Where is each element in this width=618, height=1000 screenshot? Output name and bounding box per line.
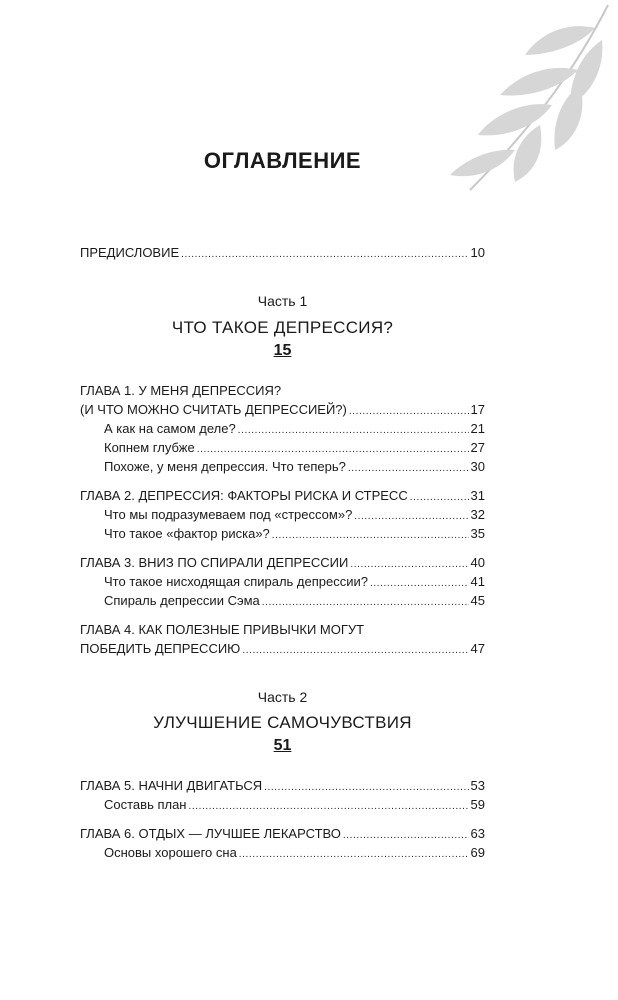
toc-page-number: 40 <box>470 555 485 570</box>
dot-leader <box>188 795 468 816</box>
toc-label: Что такое «фактор риска»? <box>104 526 270 541</box>
toc-chapter-6[interactable] <box>80 824 485 845</box>
toc-subsection[interactable] <box>104 438 485 459</box>
toc-chapter-4[interactable] <box>80 639 485 660</box>
toc-page-number: 17 <box>470 402 485 417</box>
dot-leader <box>410 486 469 507</box>
part-2-page: 51 <box>273 737 292 754</box>
toc-page-number: 59 <box>470 797 485 812</box>
dot-leader <box>370 572 469 593</box>
toc-label: ГЛАВА 2. ДЕПРЕССИЯ: ФАКТОРЫ РИСКА И СТРЕСС <box>80 488 408 503</box>
toc-page-number: 47 <box>470 641 485 656</box>
toc-label: ГЛАВА 6. ОТДЫХ — ЛУЧШЕЕ ЛЕКАРСТВО <box>80 826 341 841</box>
toc-label: ГЛАВА 3. ВНИЗ ПО СПИРАЛИ ДЕПРЕССИИ <box>80 555 349 570</box>
dot-leader <box>264 776 468 797</box>
toc-label: Основы хорошего сна <box>104 845 237 860</box>
toc-page-number: 45 <box>470 593 485 608</box>
toc-label: Копнем глубже <box>104 440 195 455</box>
part-1-title[interactable]: ЧТО ТАКОЕ ДЕПРЕССИЯ? <box>171 318 394 337</box>
toc-chapter-1-line1[interactable]: ГЛАВА 1. У МЕНЯ ДЕПРЕССИЯ? <box>80 383 282 398</box>
toc-page-number: 21 <box>470 421 485 436</box>
dot-leader <box>242 639 468 660</box>
toc-subsection[interactable] <box>104 591 485 612</box>
part-2-title[interactable]: УЛУЧШЕНИЕ САМОЧУВСТВИЯ <box>153 713 412 732</box>
toc-label: Составь план <box>104 797 187 812</box>
dot-leader <box>354 505 468 526</box>
leaf-shape <box>500 68 578 96</box>
toc-page-number: 53 <box>470 778 485 793</box>
toc-subsection[interactable] <box>104 419 485 440</box>
toc-subsection[interactable] <box>104 524 485 545</box>
dot-leader <box>197 438 469 459</box>
toc-subsection[interactable] <box>104 457 485 478</box>
toc-chapter-1[interactable] <box>80 400 485 421</box>
dot-leader <box>239 843 469 864</box>
toc-label: (И ЧТО МОЖНО СЧИТАТЬ ДЕПРЕССИЕЙ?) <box>80 402 347 417</box>
toc-chapter-4-line1[interactable]: ГЛАВА 4. КАК ПОЛЕЗНЫЕ ПРИВЫЧКИ МОГУТ <box>80 622 365 637</box>
dot-leader <box>343 824 469 845</box>
toc-page-number: 32 <box>470 507 485 522</box>
toc-entry-preface[interactable] <box>80 243 485 264</box>
dot-leader <box>262 591 469 612</box>
leaf-shape <box>554 85 582 150</box>
part-1-page: 15 <box>273 342 292 359</box>
toc-page-number: 63 <box>470 826 485 841</box>
toc-page-number: 10 <box>470 245 485 260</box>
toc-page-number: 31 <box>470 488 485 503</box>
toc-label: Что такое нисходящая спираль депрессии? <box>104 574 368 589</box>
leaf-shape <box>478 104 552 135</box>
toc-page-number: 35 <box>470 526 485 541</box>
toc-chapter-3[interactable] <box>80 553 485 574</box>
dot-leader <box>238 419 469 440</box>
toc-subsection[interactable] <box>104 843 485 864</box>
toc-label: Что мы подразумеваем под «стрессом»? <box>104 507 353 522</box>
page-title: ОГЛАВЛЕНИЕ <box>203 148 362 173</box>
toc-chapter-5[interactable] <box>80 776 485 797</box>
toc-page-number: 41 <box>470 574 485 589</box>
toc-subsection[interactable] <box>104 505 485 526</box>
toc-label: Спираль депрессии Сэма <box>104 593 260 608</box>
part-1-label: Часть 1 <box>257 293 308 309</box>
toc-page-number: 69 <box>470 845 485 860</box>
toc-subsection[interactable] <box>104 572 485 593</box>
dot-leader <box>272 524 469 545</box>
dot-leader <box>350 553 468 574</box>
toc-label: Похоже, у меня депрессия. Что теперь? <box>104 459 346 474</box>
dot-leader <box>181 243 468 264</box>
toc-label: ПРЕДИСЛОВИЕ <box>80 245 180 260</box>
leaf-shape <box>525 26 595 55</box>
toc-page-number: 30 <box>470 459 485 474</box>
toc-subsection[interactable] <box>104 795 485 816</box>
toc-chapter-2[interactable] <box>80 486 485 507</box>
part-2-label: Часть 2 <box>257 689 308 705</box>
toc-label: ПОБЕДИТЬ ДЕПРЕССИЮ <box>80 641 241 656</box>
toc-label: ГЛАВА 5. НАЧНИ ДВИГАТЬСЯ <box>80 778 263 793</box>
toc-page-number: 27 <box>470 440 485 455</box>
dot-leader <box>349 400 469 421</box>
dot-leader <box>348 457 469 478</box>
toc-label: А как на самом деле? <box>104 421 236 436</box>
